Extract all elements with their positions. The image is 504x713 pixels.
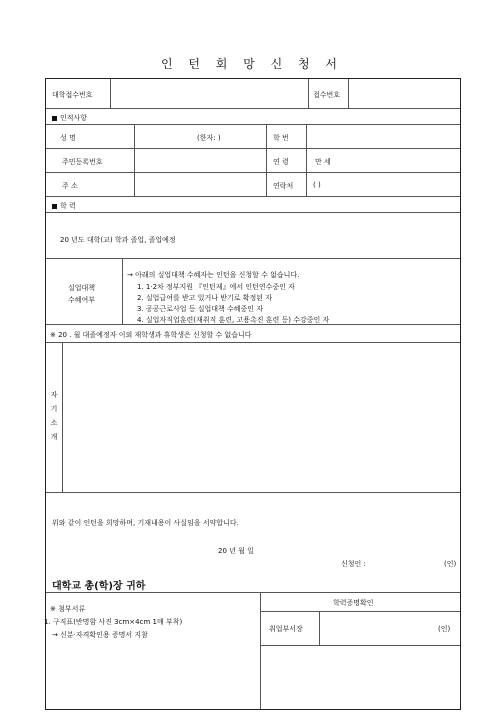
receipt-no-field[interactable]: [348, 79, 460, 108]
self-intro-char: 기: [50, 405, 58, 413]
rrn-label-cell: [46, 149, 134, 172]
section-education-label: 학 력: [60, 202, 76, 210]
pledge-text: 위와 같이 인턴을 희망하며, 기재내용이 사실임을 서약합니다.: [52, 519, 239, 527]
square-bullet-icon: [52, 116, 57, 121]
receipt-no-label: 접수번호: [313, 91, 341, 99]
age-label-cell: [266, 149, 306, 172]
student-no-label: 학 번: [273, 134, 289, 142]
contact-label: 연락처: [273, 182, 294, 190]
verification-row: [261, 611, 460, 646]
rrn-label: 주민등록번호: [62, 158, 103, 166]
unemployment-item: 1. 1·2차 정부지원 『인턴제』에서 인턴연수중인 자: [137, 283, 295, 291]
address-field[interactable]: [134, 173, 266, 196]
name-label-cell: [46, 125, 134, 148]
attachments-cell: [46, 593, 260, 709]
attachments-item2: → 신분·자격확인용 증명서 지참: [52, 631, 148, 639]
receipt-no-label-cell: [308, 79, 348, 108]
address-label-cell: [46, 173, 134, 196]
name-label: 성 명: [60, 134, 76, 142]
age-label: 연 령: [273, 158, 289, 166]
date-line: 20 년 월 일: [218, 547, 254, 555]
address-label: 주 소: [62, 182, 78, 190]
dept-label-cell: [261, 611, 320, 645]
section-education-header: [46, 197, 460, 213]
name-field[interactable]: [134, 125, 266, 148]
square-bullet-icon: [52, 204, 57, 209]
addressee: 대학교 총(학)장 귀하: [52, 581, 146, 592]
student-no-field[interactable]: [306, 125, 460, 148]
section-personal: [52, 113, 87, 123]
unemployment-intro: → 아래의 실업대책 수혜자는 인턴을 신청할 수 없습니다.: [127, 271, 300, 279]
applicant-label: 신청인 :: [341, 560, 366, 568]
pledge-block: [46, 493, 460, 593]
bottom-block: [46, 593, 460, 709]
univ-no-field[interactable]: [110, 79, 308, 108]
unemployment-item: 2. 실업급여를 받고 있거나 받기로 확정된 자: [137, 294, 272, 302]
note-text: ※ 20 . 월 대졸예정자 이외 재학생과 휴학생은 신청할 수 없습니다: [50, 331, 252, 339]
univ-no-label: 대학접수번호: [52, 91, 93, 99]
attachments-title: ※ 첨부서류: [50, 605, 86, 613]
attachments-item1: 1. 구직표(반명함 사진 3cm×4cm 1매 부착): [44, 618, 183, 626]
contact-value: ( ): [313, 181, 321, 189]
unemployment-label-cell: [46, 259, 122, 324]
dept-label: 취업부서장: [269, 625, 303, 633]
self-intro-char: 소: [50, 419, 58, 427]
address-row: [46, 173, 460, 197]
document-title: 인 턴 회 망 신 청 서: [160, 57, 344, 71]
name-row: [46, 125, 460, 149]
self-intro-label-cell: [46, 343, 62, 492]
note-row: [46, 325, 460, 343]
contact-label-cell: [266, 173, 306, 196]
verification-title: 학력증명확인: [333, 599, 374, 607]
rrn-field[interactable]: [134, 149, 266, 172]
applicant-seal: (인): [444, 560, 457, 568]
verification-header: [261, 593, 460, 612]
education-line: 20 년도 대학(교) 학과 졸업, 졸업예정: [60, 236, 176, 244]
unemployment-label-line2: 수혜여부: [68, 296, 96, 304]
contact-field[interactable]: [306, 173, 460, 196]
unemployment-row: [46, 259, 460, 325]
unemployment-content: [122, 259, 460, 324]
age-value: 만 세: [315, 158, 331, 166]
application-form: [45, 78, 461, 710]
univ-no-label-cell: [46, 79, 110, 108]
section-personal-label: 인적사항: [60, 114, 88, 122]
section-education: [52, 201, 76, 211]
unemployment-item: 3. 공공근로사업 등 실업대책 수혜중인 자: [137, 305, 263, 313]
student-no-label-cell: [266, 125, 306, 148]
unemployment-label-line1: 실업대책: [68, 284, 96, 292]
self-intro-field[interactable]: [62, 343, 460, 492]
self-intro-char: 개: [50, 433, 58, 441]
verification-cell: [260, 593, 460, 709]
education-row[interactable]: [46, 213, 460, 259]
self-intro-row: [46, 343, 460, 493]
hanja-label: (한자: ): [197, 134, 221, 142]
rrn-row: [46, 149, 460, 173]
unemployment-item: 4. 실업자직업훈련(재취직 훈련, 고용촉진 훈련 등) 수강중인 자: [137, 316, 330, 324]
age-field[interactable]: [306, 149, 460, 172]
self-intro-char: 자: [50, 391, 58, 399]
reception-row: [46, 79, 460, 109]
dept-sign-field[interactable]: [320, 611, 460, 645]
section-personal-header: [46, 109, 460, 125]
dept-seal: (인): [438, 625, 451, 633]
